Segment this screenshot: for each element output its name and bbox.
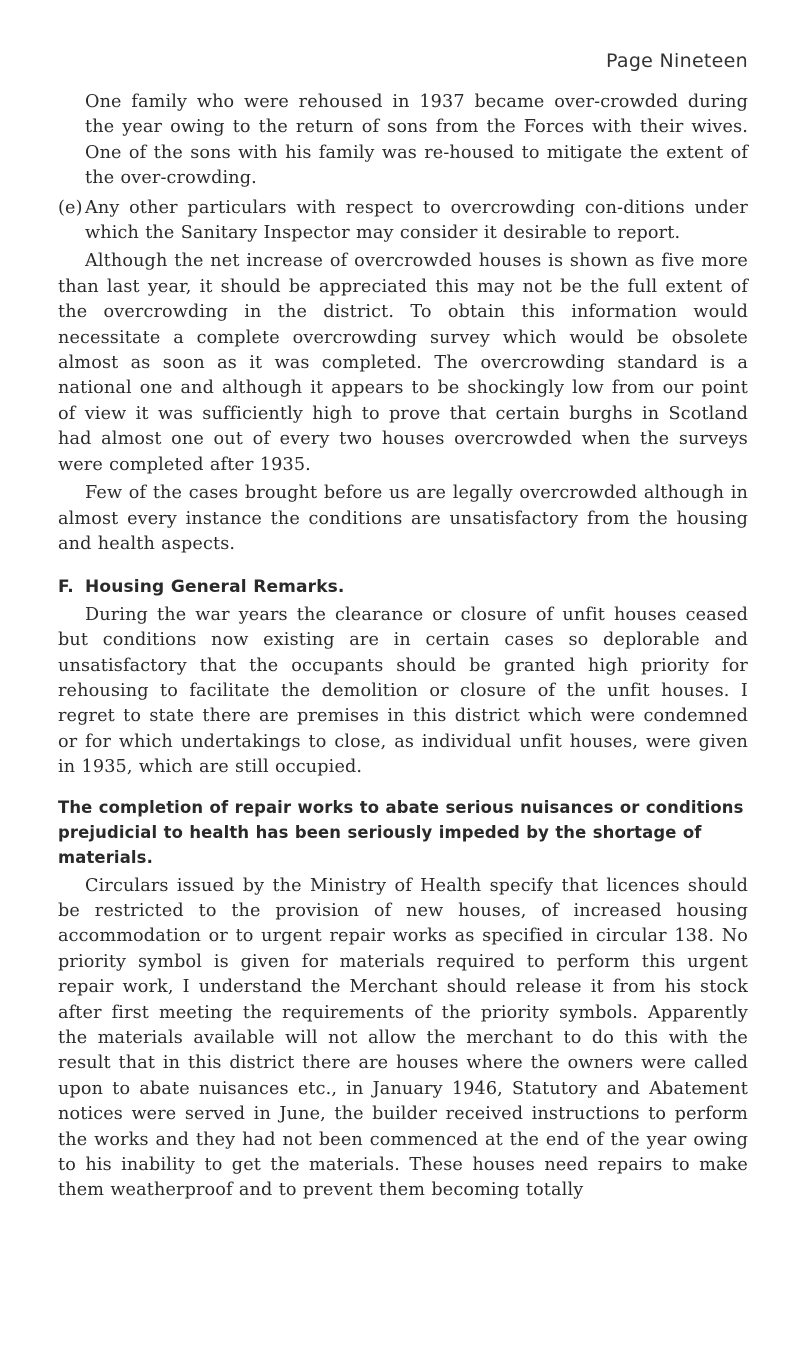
- section-f-letter: F.: [58, 577, 74, 598]
- paragraph-overcrowding-increase: Although the net increase of overcrowded houses is shown as five more than last year, it should be appreciated this may not be the full extent of the overcrowding in the district. To obtain this information would necessitate a complete overcrowding survey which would be obsolete almost as soon as it was completed. The overcrowding standard is a national one and although it appears to be shockingly low from our point of view it was sufficiently high to prove that certain burghs in Scotland had almost one out of every two houses overcrowded when the surveys were completed after 1935.: [58, 251, 748, 475]
- list-item-e: [58, 196, 748, 247]
- section-f-title: Housing General Remarks.: [85, 577, 345, 598]
- paragraph-rehoused-family: One family who were rehoused in 1937 became over-crowded during the year owing to the return of sons from the Forces with their wives. One of the sons with his family was re-housed to mitigate the extent of the over-crowding.: [85, 92, 748, 189]
- list-item-e-text: Any other particulars with respect to overcrowding con-ditions under which the Sanitary Inspector may consider it desirable to report.: [85, 197, 748, 244]
- page-content: [58, 90, 748, 1204]
- list-item-e-label: (e): [58, 197, 83, 218]
- paragraph-circulars: Circulars issued by the Ministry of Health specify that licences should be restricted to the provision of new houses, of increased housing accommodation or to urgent repair works as specified in circular 138. No priority symbol is given for materials required to perform this urgent repair work, I understand the Merchant should release it from his stock after first meeting the requirements of the priority symbols. Apparently the materials available will not allow the merchant to do this with the result that in this district there are houses where the owners were called upon to abate nuisances etc., in January 1946, Statutory and Abatement notices were served in June, the builder received instructions to perform the works and they had not been commenced at the end of the year owing to his inability to get the materials. These houses need repairs to make them weatherproof and to prevent them becoming totally: [58, 875, 748, 1201]
- section-f-heading: [58, 575, 748, 600]
- bold-statement-repair-works: The completion of repair works to abate serious nuisances or conditions prejudicial to health has been seriously impeded by the shortage of materials.: [58, 797, 744, 867]
- paragraph-few-cases: Few of the cases brought before us are legally overcrowded although in almost every instance the conditions are unsatisfactory from the housing and health aspects.: [58, 483, 748, 554]
- page-number: Page Nineteen: [605, 50, 748, 72]
- paragraph-war-years: During the war years the clearance or closure of unfit houses ceased but conditions now existing are in certain cases so deplorable and unsatisfactory that the occupants should be granted high priority for rehousing to facilitate the demolition or closure of the unfit houses. I regret to state there are premises in this district which were condemned or for which undertakings to close, as individual unfit houses, were given in 1935, which are still occupied.: [58, 604, 748, 778]
